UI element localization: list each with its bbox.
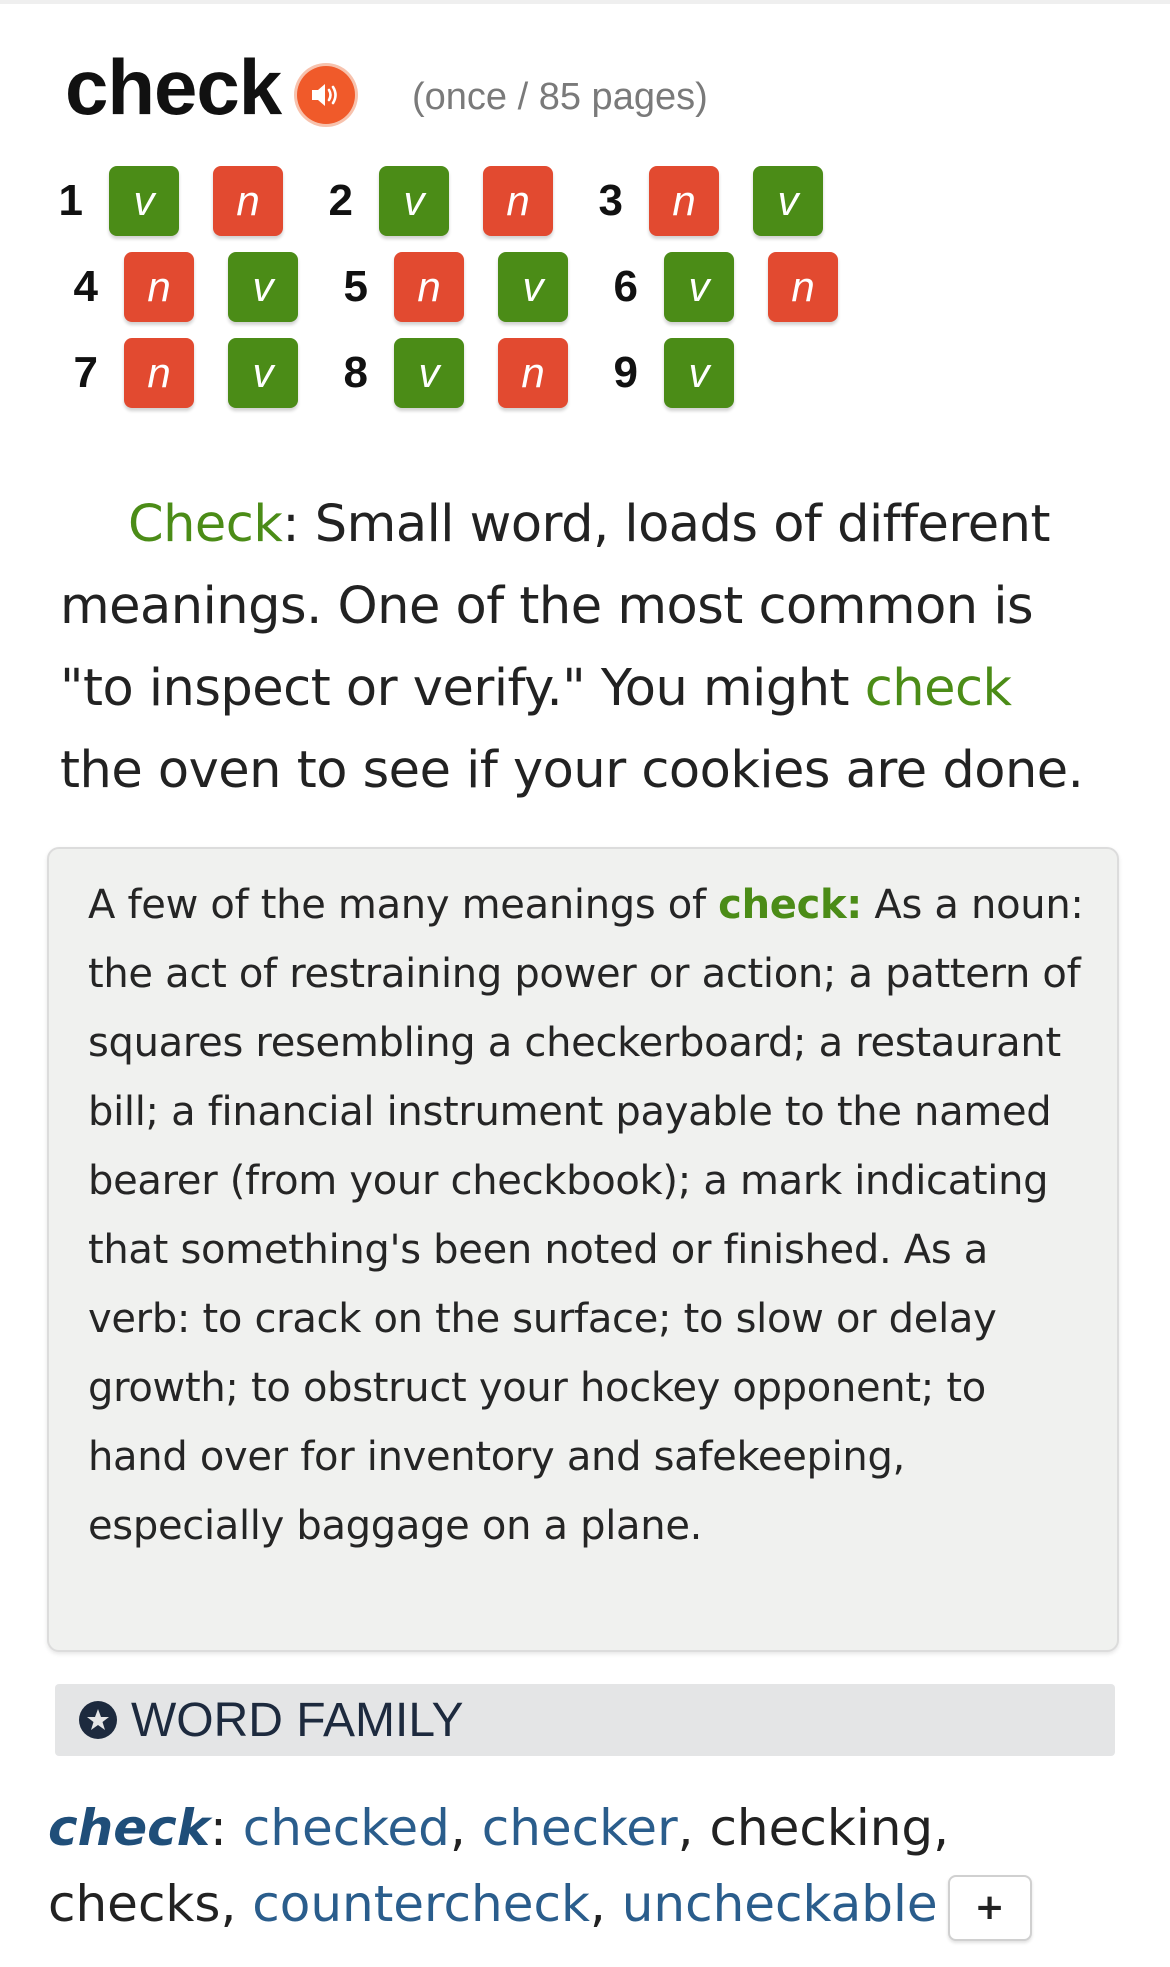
long-description-intro: A few of the many meanings of [88, 882, 719, 928]
word-family-separator: : [210, 1799, 243, 1857]
word-family-member[interactable]: checked [242, 1799, 450, 1857]
noun-tag[interactable]: n [394, 252, 464, 322]
sense-number: 5 [343, 262, 368, 311]
long-description-word: check: [718, 882, 862, 928]
word-family-list: check: checked, checker, checking, checks, countercheck, uncheckable + [48, 1790, 1128, 1942]
noun-tag[interactable]: n [483, 166, 553, 236]
expand-family-button[interactable]: + [948, 1875, 1032, 1941]
word-family-member[interactable]: uncheckable [621, 1875, 938, 1933]
noun-tag[interactable]: n [124, 252, 194, 322]
blurb-word: check [864, 659, 1012, 718]
blurb-word: Check [128, 495, 283, 554]
verb-tag[interactable]: v [394, 338, 464, 408]
sense-number: 1 [58, 176, 83, 225]
long-description [88, 871, 1087, 1561]
verb-tag[interactable]: v [228, 252, 298, 322]
long-description-body: As a noun: the act of restraining power or action; a pattern of squares resembling a checkerboard; a restaurant bill; a financial instrument payable to the named bearer (from your checkbook); a mark indicating that something's been noted or finished. As a verb: to crack on the surface; to slow or delay growth; to obstruct your hockey opponent; to hand over for inventory and safekeeping, especially baggage on a plane. [88, 882, 1084, 1549]
sense-number: 3 [598, 176, 623, 225]
long-description-card [47, 847, 1119, 1652]
speaker-icon [309, 80, 343, 110]
noun-tag[interactable]: n [124, 338, 194, 408]
top-divider [0, 0, 1170, 4]
word-family-root[interactable]: check [48, 1799, 211, 1857]
sense-number: 2 [328, 176, 353, 225]
sense-number: 7 [73, 348, 98, 397]
usage-frequency: (once / 85 pages) [412, 76, 708, 118]
headword: check [65, 43, 282, 131]
word-family-member: checks [48, 1875, 221, 1933]
noun-tag[interactable]: n [498, 338, 568, 408]
star-circle-icon [79, 1701, 117, 1739]
verb-tag[interactable]: v [498, 252, 568, 322]
verb-tag[interactable]: v [109, 166, 179, 236]
noun-tag[interactable]: n [649, 166, 719, 236]
word-family-header [55, 1684, 1115, 1756]
verb-tag[interactable]: v [379, 166, 449, 236]
sense-number: 6 [613, 262, 638, 311]
noun-tag[interactable]: n [768, 252, 838, 322]
noun-tag[interactable]: n [213, 166, 283, 236]
word-family-title: WORD FAMILY [131, 1693, 464, 1747]
blurb-text-1: : Small word, loads of different meanings. One of the most common is "to inspect or verify." You might [60, 495, 1050, 718]
audio-button[interactable] [297, 66, 355, 124]
word-family-member: checking [709, 1799, 934, 1857]
verb-tag[interactable]: v [664, 252, 734, 322]
blurb-text-2: the oven to see if your cookies are done. [60, 741, 1084, 800]
verb-tag[interactable]: v [753, 166, 823, 236]
word-family-member[interactable]: checker [481, 1799, 678, 1857]
word-family-member[interactable]: countercheck [252, 1875, 590, 1933]
verb-tag[interactable]: v [664, 338, 734, 408]
short-description [60, 484, 1090, 812]
verb-tag[interactable]: v [228, 338, 298, 408]
sense-number: 4 [73, 262, 98, 311]
sense-number: 8 [343, 348, 368, 397]
sense-number: 9 [613, 348, 638, 397]
